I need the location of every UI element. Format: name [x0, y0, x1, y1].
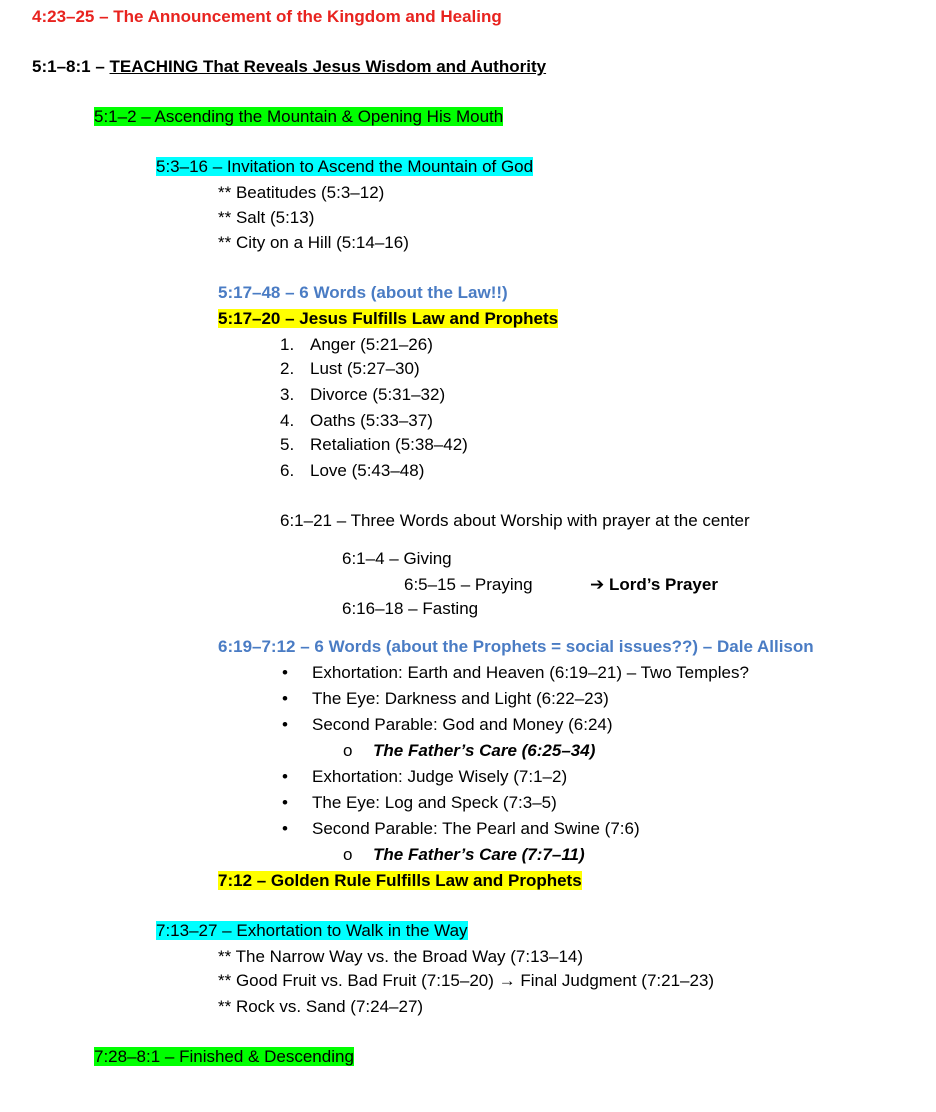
- bullet-icon: •: [282, 689, 288, 708]
- list-text: Lust (5:27–30): [310, 359, 420, 378]
- list-number: 2.: [280, 359, 295, 378]
- list-item: [280, 460, 424, 482]
- list-text: Exhortation: Earth and Heaven (6:19–21) – Two Temples?: [312, 663, 749, 682]
- sub-list-item: [343, 740, 595, 762]
- finished-heading: [94, 1046, 354, 1068]
- arrow-right-icon: ➔: [590, 575, 605, 594]
- list-text: The Father’s Care (6:25–34): [373, 741, 596, 760]
- six-words-law-heading: 5:17–48 – 6 Words (about the Law!!): [218, 283, 508, 302]
- circle-bullet-icon: o: [343, 845, 353, 864]
- list-item: ** The Narrow Way vs. the Broad Way (7:13–14): [218, 947, 584, 966]
- worship-fasting: 6:16–18 – Fasting: [342, 599, 479, 618]
- section-header-teaching: [32, 56, 546, 78]
- bullet-icon: •: [282, 793, 288, 812]
- walk-text: 7:13–27 – Exhortation to Walk in the Way: [156, 921, 468, 940]
- invitation-heading: [156, 156, 533, 178]
- list-text: Retaliation (5:38–42): [310, 435, 468, 454]
- fulfills-text: 5:17–20 – Jesus Fulfills Law and Prophets: [218, 309, 559, 328]
- list-item: [280, 410, 433, 432]
- section-header-announcement: 4:23–25 – The Announcement of the Kingdom and Healing: [32, 7, 502, 26]
- lords-prayer-note: [590, 574, 718, 596]
- list-text: Exhortation: Judge Wisely (7:1–2): [312, 767, 568, 786]
- list-text: Oaths (5:33–37): [310, 411, 433, 430]
- sub-list-item: [343, 844, 585, 866]
- list-item: [282, 818, 640, 840]
- golden-rule-text: 7:12 – Golden Rule Fulfills Law and Prophets: [218, 871, 582, 890]
- ascending-heading: [94, 106, 503, 128]
- lords-prayer-label: Lord’s Prayer: [608, 575, 718, 594]
- list-item: ** Beatitudes (5:3–12): [218, 183, 385, 202]
- fulfills-heading: [218, 308, 558, 330]
- bullet-icon: •: [282, 663, 288, 682]
- ascending-text: 5:1–2 – Ascending the Mountain & Opening His Mouth: [94, 107, 504, 126]
- list-text: The Eye: Darkness and Light (6:22–23): [312, 689, 609, 708]
- bullet-icon: •: [282, 715, 288, 734]
- list-item: ** Rock vs. Sand (7:24–27): [218, 997, 424, 1016]
- list-item: [282, 714, 613, 736]
- list-number: 5.: [280, 435, 295, 454]
- list-item: [280, 384, 445, 406]
- list-text: Love (5:43–48): [310, 461, 425, 480]
- six-words-prophets-heading: 6:19–7:12 – 6 Words (about the Prophets = social issues??) – Dale Allison: [218, 637, 814, 656]
- worship-giving: 6:1–4 – Giving: [342, 549, 452, 568]
- list-item: [280, 358, 420, 380]
- list-number: 6.: [280, 461, 295, 480]
- list-item: [282, 688, 609, 710]
- teaching-title: TEACHING That Reveals Jesus Wisdom and Authority: [109, 57, 547, 76]
- walk-heading: [156, 920, 468, 942]
- list-item: [280, 334, 433, 356]
- list-text: The Father’s Care (7:7–11): [373, 845, 585, 864]
- list-item: ** Salt (5:13): [218, 208, 315, 227]
- bullet-icon: •: [282, 767, 288, 786]
- golden-rule-heading: [218, 870, 582, 892]
- list-item: [282, 766, 567, 788]
- circle-bullet-icon: o: [343, 741, 353, 760]
- list-item: [282, 792, 557, 814]
- list-item: [282, 662, 749, 684]
- finished-text: 7:28–8:1 – Finished & Descending: [94, 1047, 354, 1066]
- list-text: ** Good Fruit vs. Bad Fruit (7:15–20): [218, 971, 499, 990]
- list-number: 4.: [280, 411, 295, 430]
- teaching-ref: 5:1–8:1 –: [32, 57, 110, 76]
- list-text: Second Parable: The Pearl and Swine (7:6): [312, 819, 640, 838]
- list-text: Anger (5:21–26): [310, 335, 433, 354]
- bullet-icon: •: [282, 819, 288, 838]
- list-item: [218, 970, 714, 992]
- list-text: Divorce (5:31–32): [310, 385, 446, 404]
- invitation-text: 5:3–16 – Invitation to Ascend the Mountain of God: [156, 157, 534, 176]
- list-text: The Eye: Log and Speck (7:3–5): [312, 793, 557, 812]
- worship-heading: 6:1–21 – Three Words about Worship with prayer at the center: [280, 511, 750, 530]
- final-judgment-text: Final Judgment (7:21–23): [515, 971, 715, 990]
- list-number: 3.: [280, 385, 295, 404]
- list-item: [280, 434, 468, 456]
- arrow-right-icon: →: [498, 971, 516, 990]
- list-item: ** City on a Hill (5:14–16): [218, 233, 409, 252]
- worship-praying: 6:5–15 – Praying: [404, 575, 533, 594]
- list-number: 1.: [280, 335, 295, 354]
- list-text: Second Parable: God and Money (6:24): [312, 715, 613, 734]
